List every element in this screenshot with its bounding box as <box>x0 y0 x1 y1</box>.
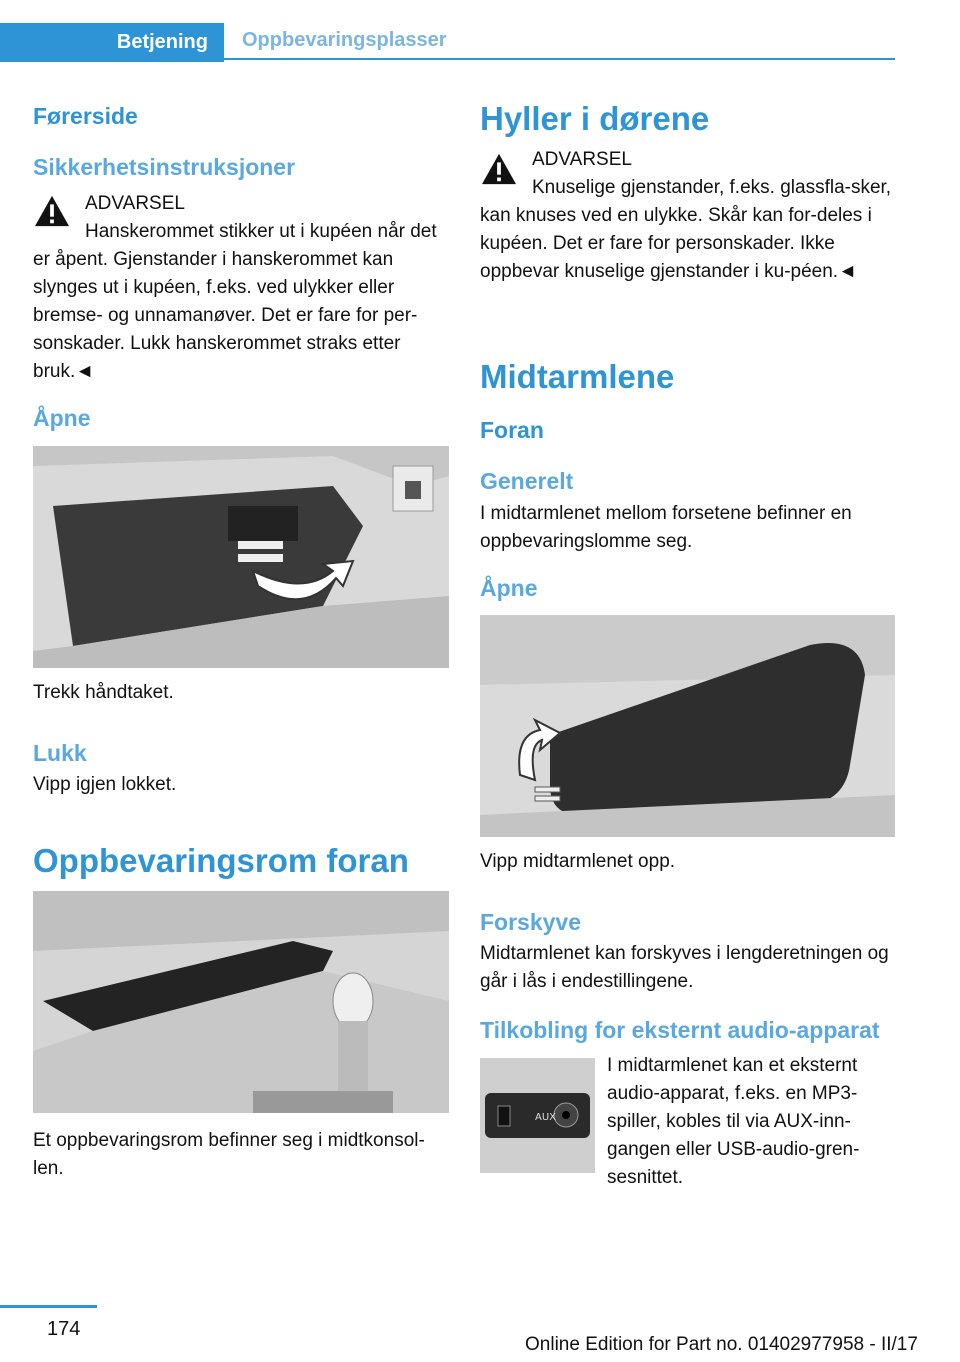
heading-foran: Foran <box>480 417 544 443</box>
warning-triangle-icon <box>480 152 518 186</box>
warning-title: ADVARSEL <box>85 193 185 214</box>
caption-vipp-midtarmlenet: Vipp midtarmlenet opp. <box>480 851 676 872</box>
heading-generelt: Generelt <box>480 468 574 494</box>
heading-forerside: Førerside <box>33 103 138 129</box>
armrest-image <box>480 615 895 837</box>
warning-block-glovebox <box>33 190 449 386</box>
heading-apne: Åpne <box>33 405 91 431</box>
glovebox-image <box>33 446 449 668</box>
warning-block-door-shelves <box>480 146 896 286</box>
warning-text: Hanskerommet stikker ut i kupéen når det er åpent. Gjenstander i hanskerommet kan slynges ut i kupéen, f.eks. ved ulykker eller bremse- og unnamanøver. Det er fare for per-sonskader. Lukk hanskerommet straks etter bruk.◄ <box>33 221 437 382</box>
heading-tilkobling: Tilkobling for eksternt audio-apparat <box>480 1017 880 1043</box>
heading-sikkerhetsinstruksjoner: Sikkerhetsinstruksjoner <box>33 154 296 180</box>
warning-text: Knuselige gjenstander, f.eks. glassfla-sker, kan knuses ved en ulykke. Skår kan for-deles i kupéen. Det er fare for personskader. Ikke oppbevar knuselige gjenstander i ku-péen.◄ <box>480 177 892 282</box>
text-lukk: Vipp igjen lokket. <box>33 774 177 795</box>
text-forskyve: Midtarmlenet kan forskyves i lengderetningen og går i lås i endestillingene. <box>480 943 889 992</box>
heading-midtarmlene: Midtarmlene <box>480 358 675 395</box>
warning-title: ADVARSEL <box>532 149 632 170</box>
heading-apne-armrest: Åpne <box>480 575 538 601</box>
heading-lukk: Lukk <box>33 740 87 766</box>
text-tilkobling: I midtarmlenet kan et eksternt audio-apparat, f.eks. en MP3-spiller, kobles til via AUX-inn-gangen eller USB-audio-gren-sesnittet. <box>607 1055 860 1188</box>
tab-betjening[interactable]: Betjening <box>0 23 224 62</box>
aux-usb-image <box>480 1058 595 1173</box>
page-number: 174 <box>47 1318 81 1340</box>
footer-rule <box>0 1305 97 1308</box>
heading-forskyve: Forskyve <box>480 909 582 935</box>
heading-oppbevaringsrom-foran: Oppbevaringsrom foran <box>33 842 409 879</box>
caption-trekk-handtaket: Trekk håndtaket. <box>33 682 174 703</box>
tab-oppbevaringsplasser[interactable]: Oppbevaringsplasser <box>224 23 895 60</box>
svg-text:AUX: AUX <box>535 1112 557 1123</box>
text-generelt: I midtarmlenet mellom forsetene befinner en oppbevaringslomme seg. <box>480 503 852 552</box>
caption-oppbevaringsrom: Et oppbevaringsrom befinner seg i midtkonsol-len. <box>33 1130 425 1179</box>
edition-note: Online Edition for Part no. 01402977958 - II/17 <box>525 1334 918 1355</box>
header-tabs <box>0 0 895 62</box>
heading-hyller-i-dorene: Hyller i dørene <box>480 100 710 137</box>
warning-triangle-icon <box>33 194 71 228</box>
storage-compartment-image <box>33 891 449 1113</box>
